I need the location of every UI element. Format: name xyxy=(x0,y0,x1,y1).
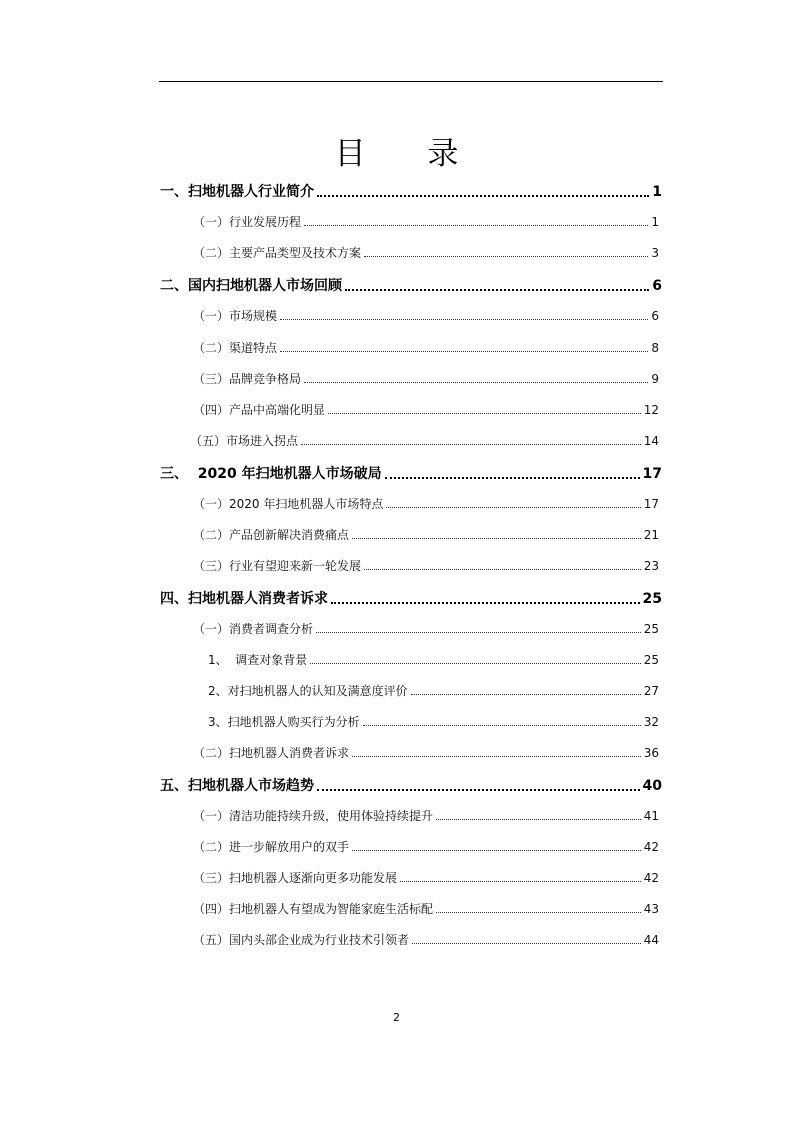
dot-leader xyxy=(304,225,648,226)
toc-page-number: 6 xyxy=(651,309,659,323)
toc-page-number: 23 xyxy=(643,559,659,573)
dot-leader xyxy=(304,382,648,383)
dot-leader xyxy=(386,507,640,508)
dot-leader xyxy=(364,569,641,570)
toc-entry-section-3[interactable] xyxy=(160,463,662,483)
toc-label: （一）消费者调查分析 xyxy=(193,622,314,636)
toc-label: 三、 2020 年扫地机器人市场破局 xyxy=(160,466,382,482)
dot-leader xyxy=(363,725,641,726)
dot-leader xyxy=(280,351,648,352)
toc-label: 1、 调查对象背景 xyxy=(208,653,308,667)
dot-leader xyxy=(352,850,641,851)
toc-entry[interactable] xyxy=(193,900,659,917)
toc-entry[interactable] xyxy=(193,495,659,512)
toc-entry[interactable] xyxy=(193,307,659,324)
toc-page-number: 1 xyxy=(652,184,662,200)
toc-entry[interactable] xyxy=(193,339,659,356)
toc-label: 二、国内扫地机器人市场回顾 xyxy=(160,278,342,294)
dot-leader xyxy=(385,477,640,479)
dot-leader xyxy=(310,663,640,664)
toc-entry[interactable] xyxy=(193,401,659,418)
toc-entry[interactable] xyxy=(193,370,659,387)
toc-page-number: 3 xyxy=(651,246,659,260)
toc-page-number: 17 xyxy=(642,466,662,482)
page-number: 2 xyxy=(393,1011,400,1024)
toc-page-number: 41 xyxy=(643,809,659,823)
toc-label: （五）市场进入拐点 xyxy=(190,434,299,448)
toc-page-number: 32 xyxy=(643,715,659,729)
toc-page-number: 44 xyxy=(643,933,659,947)
dot-leader xyxy=(317,789,640,791)
dot-leader xyxy=(328,413,641,414)
toc-entry[interactable] xyxy=(193,807,659,824)
toc-label: （一）行业发展历程 xyxy=(193,215,302,229)
dot-leader xyxy=(364,256,648,257)
toc-page-number: 17 xyxy=(643,497,659,511)
toc-entry[interactable] xyxy=(193,557,659,574)
dot-leader xyxy=(352,756,641,757)
toc-page-number: 9 xyxy=(651,372,659,386)
toc-label: （四）扫地机器人有望成为智能家庭生活标配 xyxy=(193,902,434,916)
toc-entry[interactable] xyxy=(193,744,659,761)
dot-leader xyxy=(301,444,641,445)
toc-page-number: 12 xyxy=(643,403,659,417)
dot-leader xyxy=(331,602,640,604)
toc-page-number: 21 xyxy=(643,528,659,542)
toc-label: （三）扫地机器人逐渐向更多功能发展 xyxy=(193,871,398,885)
toc-page-number: 36 xyxy=(643,746,659,760)
toc-entry[interactable] xyxy=(193,838,659,855)
toc-page-number: 8 xyxy=(651,341,659,355)
toc-label: （三）品牌竞争格局 xyxy=(193,372,302,386)
toc-entry[interactable] xyxy=(208,651,659,668)
toc-page-number: 27 xyxy=(643,684,659,698)
toc-entry[interactable] xyxy=(208,682,659,699)
toc-label: （二）主要产品类型及技术方案 xyxy=(193,246,362,260)
toc-page-number: 1 xyxy=(651,215,659,229)
toc-label: （二）扫地机器人消费者诉求 xyxy=(193,746,350,760)
dot-leader xyxy=(411,694,641,695)
toc-entry[interactable] xyxy=(193,931,659,948)
toc-entry-section-2[interactable] xyxy=(160,275,662,295)
toc-entry[interactable] xyxy=(193,213,659,230)
dot-leader xyxy=(280,319,648,320)
toc-label: （一）市场规模 xyxy=(193,309,278,323)
dot-leader xyxy=(316,632,641,633)
dot-leader xyxy=(412,943,641,944)
toc-label: 3、扫地机器人购买行为分析 xyxy=(208,715,360,729)
toc-label: （五）国内头部企业成为行业技术引领者 xyxy=(193,933,410,947)
dot-leader xyxy=(400,881,641,882)
toc-label: （一）清洁功能持续升级，使用体验持续提升 xyxy=(193,809,434,823)
toc-entry[interactable] xyxy=(193,620,659,637)
toc-page-number: 25 xyxy=(643,622,659,636)
toc-entry[interactable] xyxy=(208,713,659,730)
toc-label: 一、扫地机器人行业简介 xyxy=(160,184,314,200)
toc-entry-section-4[interactable] xyxy=(160,588,662,608)
toc-entry-section-5[interactable] xyxy=(160,775,662,795)
toc-entry[interactable] xyxy=(193,869,659,886)
toc-entry[interactable] xyxy=(190,432,659,449)
dot-leader xyxy=(345,289,649,291)
toc-page-number: 25 xyxy=(642,591,662,607)
dot-leader xyxy=(352,538,641,539)
dot-leader xyxy=(436,819,641,820)
toc-label: 2、对扫地机器人的认知及满意度评价 xyxy=(208,684,408,698)
toc-entry[interactable] xyxy=(193,244,659,261)
toc-page-number: 25 xyxy=(643,653,659,667)
toc-label: （二）产品创新解决消费痛点 xyxy=(193,528,350,542)
toc-page-number: 40 xyxy=(642,778,662,794)
toc-entry[interactable] xyxy=(193,526,659,543)
toc-label: （三）行业有望迎来新一轮发展 xyxy=(193,559,362,573)
toc-label: （一）2020 年扫地机器人市场特点 xyxy=(193,497,384,511)
dot-leader xyxy=(436,912,641,913)
toc-label: （二）渠道特点 xyxy=(193,341,278,355)
toc-page-number: 42 xyxy=(643,840,659,854)
toc-page-number: 6 xyxy=(652,278,662,294)
toc-label: （四）产品中高端化明显 xyxy=(193,403,326,417)
toc-label: 四、扫地机器人消费者诉求 xyxy=(160,591,328,607)
dot-leader xyxy=(317,195,649,197)
toc-page-number: 42 xyxy=(643,871,659,885)
toc-entry-section-1[interactable] xyxy=(160,181,662,201)
toc-page-number: 43 xyxy=(643,902,659,916)
page-title: 目 录 xyxy=(334,136,485,172)
toc-page-number: 14 xyxy=(643,434,659,448)
toc-label: 五、扫地机器人市场趋势 xyxy=(160,778,314,794)
toc-label: （二）进一步解放用户的双手 xyxy=(193,840,350,854)
